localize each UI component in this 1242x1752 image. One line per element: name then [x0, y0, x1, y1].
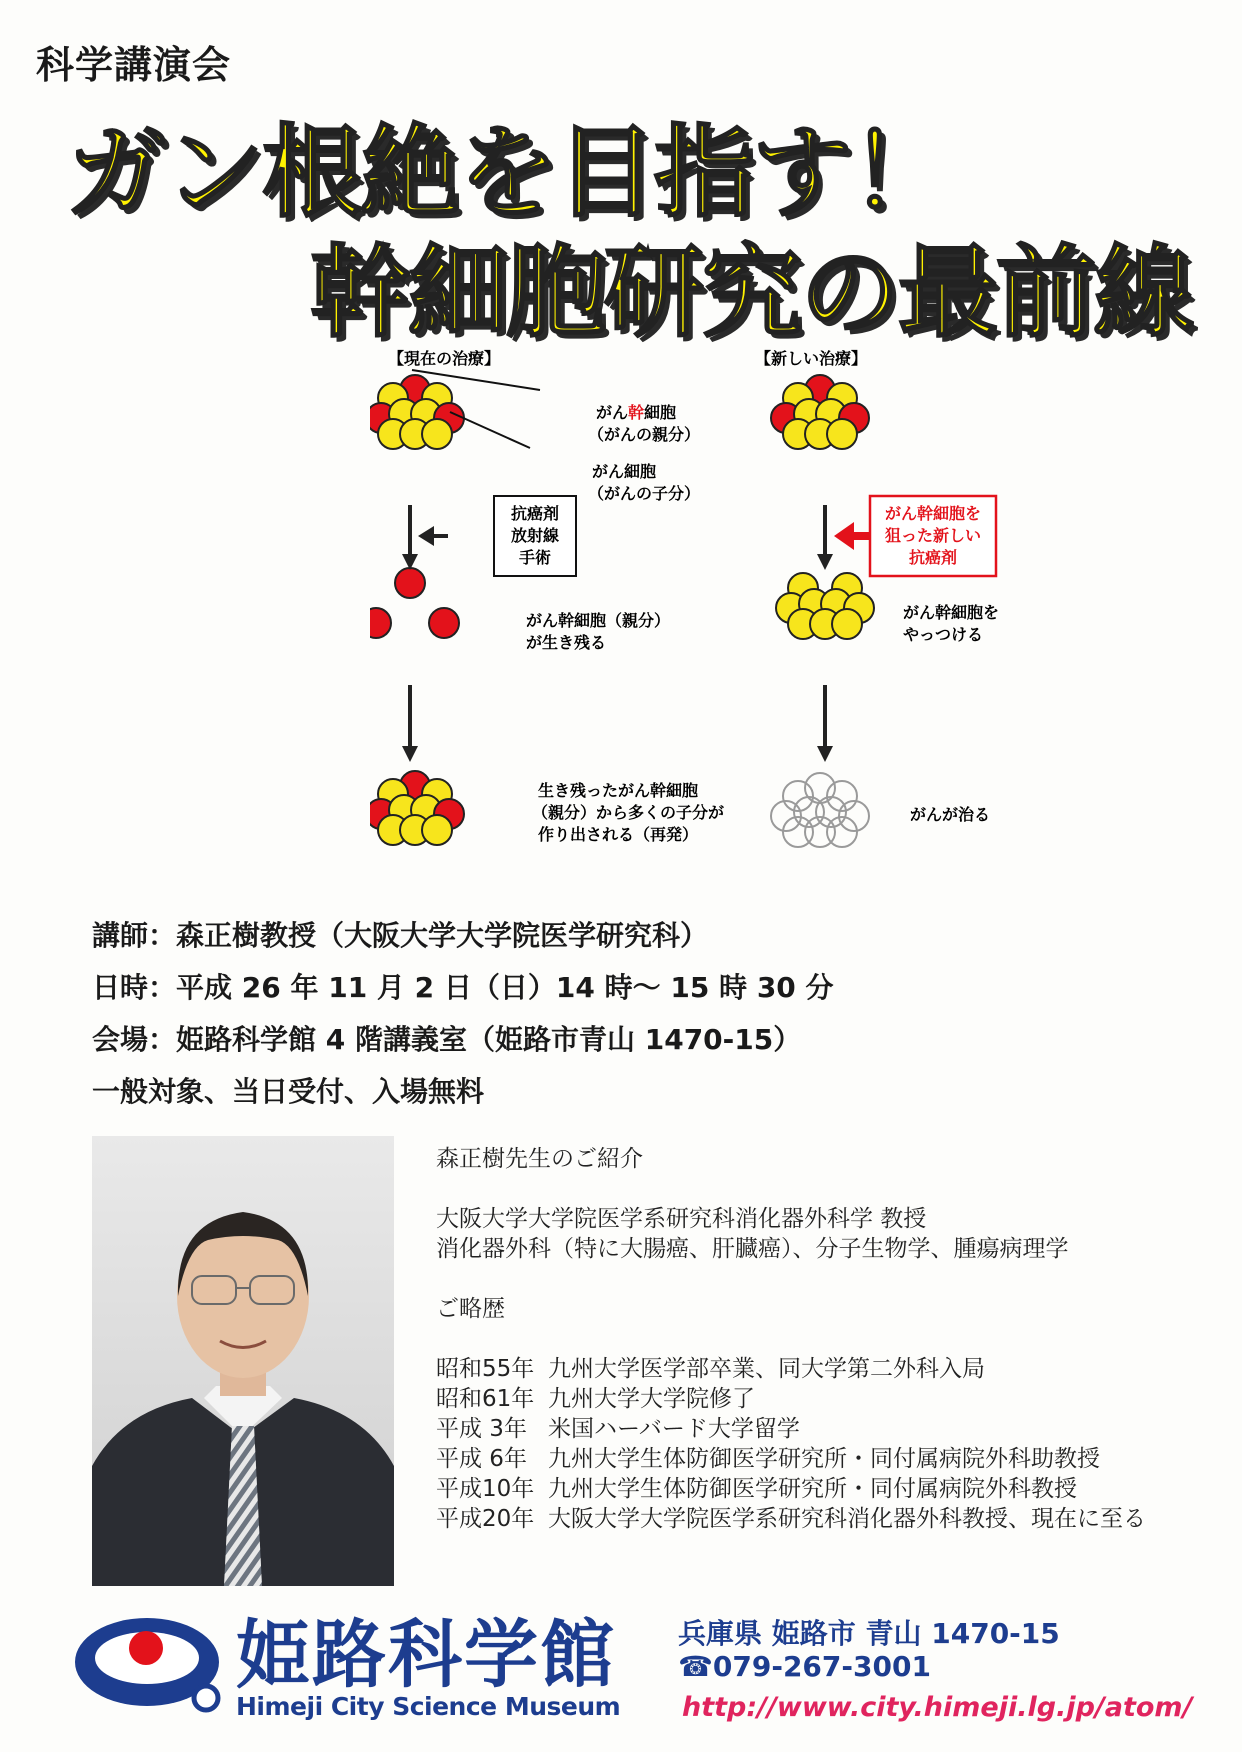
museum-phone: ☎079-267-3001 — [678, 1650, 931, 1683]
treatment-diagram — [370, 340, 1070, 870]
title-line-2: 幹細胞研究の最前線 — [310, 234, 1192, 351]
history-item: 平成10年 九州大学生体防御医学研究所・同付属病院外科教授 — [436, 1476, 1077, 1502]
history-item: 平成20年 大阪大学大学院医学系研究科消化器外科教授、現在に至る — [436, 1506, 1146, 1532]
cell — [422, 419, 452, 449]
lecturer-line: 講師：森正樹教授（大阪大学大学院医学研究科） — [92, 919, 709, 952]
history-item: 昭和55年 九州大学医学部卒業、同大学第二外科入局 — [436, 1356, 985, 1382]
cured-ghost-cells — [771, 773, 869, 847]
tumor-cluster-new-top — [771, 375, 869, 449]
current-bottom-line-1: 生き残ったがん幹細胞 — [538, 781, 699, 800]
pointer-line-cancer — [450, 412, 530, 448]
yellow-cells-remaining — [776, 573, 874, 639]
bio-position-1: 大阪大学大学院医学系研究科消化器外科学 教授 — [436, 1206, 927, 1232]
title-line-1: ガン根絶を目指す！ — [66, 114, 948, 231]
new-bottom-label: がんが治る — [910, 805, 991, 824]
current-box-line-1: 抗癌剤 — [510, 504, 560, 523]
stem-cell — [395, 568, 425, 598]
current-box-line-2: 放射線 — [510, 526, 560, 545]
museum-logo-icon — [72, 1612, 222, 1720]
museum-logo-name: 姫路科学館 — [236, 1612, 616, 1698]
stem-cells-survive — [370, 568, 459, 638]
new-box-line-2: 狙った新しい — [884, 526, 982, 545]
museum-address: 兵庫県 姫路市 青山 1470-15 — [678, 1617, 1060, 1650]
history-item: 平成 6年 九州大学生体防御医学研究所・同付属病院外科助教授 — [436, 1446, 1100, 1472]
datetime-line: 日時：平成 26 年 11 月 2 日（日）14 時～ 15 時 30 分 — [92, 971, 834, 1004]
new-mid-line-2: やっつける — [903, 625, 984, 644]
history-item: 平成 3年 米国ハーバード大学留学 — [436, 1416, 800, 1442]
bio-history-heading: ご略歴 — [436, 1296, 505, 1322]
new-box-line-1: がん幹細胞を — [884, 504, 982, 523]
history-item: 昭和61年 九州大学大学院修了 — [436, 1386, 755, 1412]
bio-intro-heading: 森正樹先生のご紹介 — [436, 1146, 643, 1172]
current-mid-line-1: がん幹細胞（親分） — [526, 611, 671, 630]
venue-line: 会場：姫路科学館 4 階講義室（姫路市青山 1470-15） — [92, 1023, 802, 1056]
cancer-cell-sub: （がんの子分） — [588, 484, 701, 503]
current-mid-line-2: が生き残る — [526, 633, 607, 652]
cell — [827, 419, 857, 449]
current-bottom-line-3: 作り出される（再発） — [538, 825, 699, 844]
cell — [832, 609, 862, 639]
new-box-line-3: 抗癌剤 — [908, 548, 958, 567]
stem-cell — [370, 608, 391, 638]
stem-cell — [429, 608, 459, 638]
tumor-cluster-relapse — [370, 771, 464, 845]
event-type: 科学講演会 — [36, 43, 232, 87]
cell — [422, 815, 452, 845]
stem-cell-label: がん幹細胞 — [596, 403, 677, 422]
lecturer-photo — [92, 1136, 394, 1586]
new-mid-line-1: がん幹細胞を — [903, 603, 1000, 622]
museum-logo-english: Himeji City Science Museum — [236, 1692, 621, 1721]
stem-cell-sub: （がんの親分） — [588, 425, 701, 444]
admission-line: 一般対象、当日受付、入場無料 — [92, 1075, 485, 1108]
bio-position-2: 消化器外科（特に大腸癌、肝臓癌）、分子生物学、腫瘍病理学 — [436, 1236, 1069, 1262]
current-bottom-line-2: （親分）から多くの子分が — [532, 803, 725, 822]
tumor-cluster-current-top — [370, 375, 464, 449]
cancer-cell-label: がん細胞 — [592, 462, 657, 481]
museum-url[interactable]: http://www.city.himeji.lg.jp/atom/ — [682, 1692, 1193, 1723]
current-box-line-3: 手術 — [518, 548, 552, 567]
right-heading: 【新しい治療】 — [755, 349, 868, 368]
left-heading: 【現在の治療】 — [388, 349, 501, 368]
